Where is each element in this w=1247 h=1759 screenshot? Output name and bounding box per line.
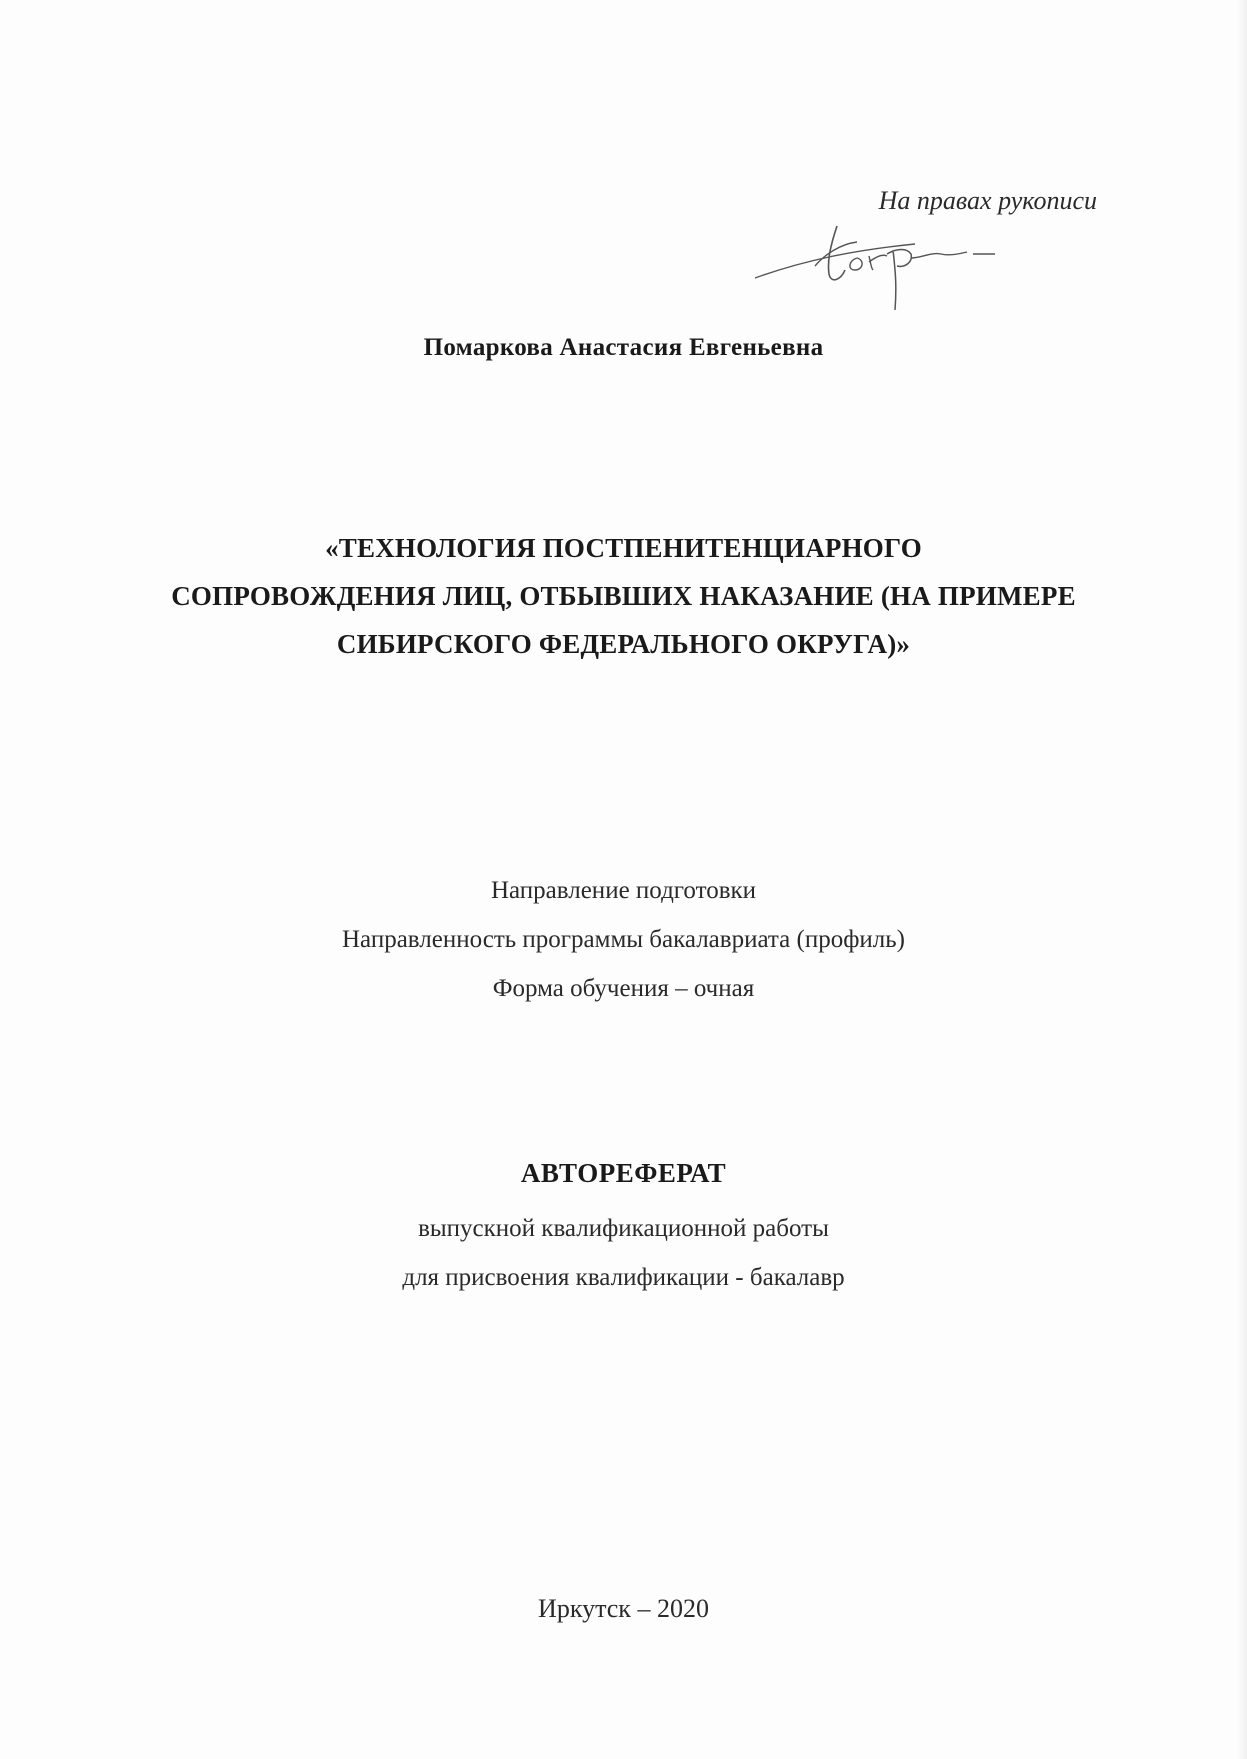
direction-label: Направление подготовки (490, 877, 757, 904)
program-info (0, 866, 1247, 1013)
author-signature (745, 214, 1015, 334)
place-year: Иркутск – 2020 (538, 1594, 709, 1623)
abstract-line: выпускной квалификационной работы (418, 1215, 829, 1242)
profile-label: Направленность программы бакалавриата (профиль) (342, 926, 905, 953)
abstract-line: для присвоения квалификации - бакалавр (402, 1264, 845, 1291)
abstract-description (0, 1204, 1247, 1302)
title-line: СОПРОВОЖДЕНИЯ ЛИЦ, ОТБЫВШИХ НАКАЗАНИЕ (НА ПРИМЕРЕ (171, 581, 1076, 611)
abstract-heading: АВТОРЕФЕРАТ (520, 1158, 727, 1188)
title-line: СИБИРСКОГО ФЕДЕРАЛЬНОГО ОКРУГА)» (336, 629, 911, 659)
title-line: «ТЕХНОЛОГИЯ ПОСТПЕНИТЕНЦИАРНОГО (325, 533, 922, 563)
thesis-title (0, 524, 1247, 668)
rights-note: На правах рукописи (878, 186, 1097, 215)
author-name: Помаркова Анастасия Евгеньевна (423, 334, 824, 361)
study-form-label: Форма обучения – очная (492, 975, 755, 1002)
